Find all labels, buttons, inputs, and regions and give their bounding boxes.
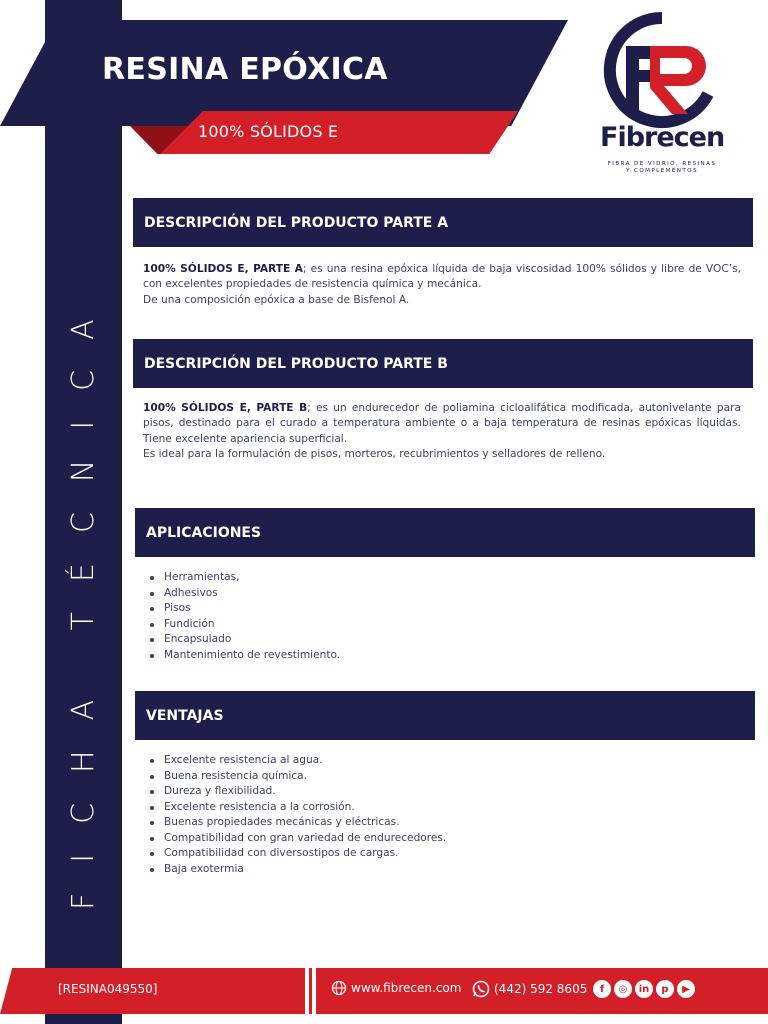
parte-b-extra: Es ideal para la formulación de pisos, morteros, recubrimientos y selladores de relleno.: [143, 448, 606, 461]
list-item: Herramientas,: [150, 570, 340, 586]
phone-text: (442) 592 8605: [494, 982, 588, 996]
linkedin-icon[interactable]: in: [635, 980, 653, 998]
list-item: Pisos: [150, 601, 340, 617]
vertical-ficha-tecnica: [45, 289, 122, 930]
list-item: Excelente resistencia a la corrosión.: [150, 800, 446, 816]
whatsapp-icon: [472, 980, 490, 998]
logo-tagline: [600, 161, 724, 175]
phone-link[interactable]: [472, 980, 587, 998]
list-item: Buenas propiedades mecánicas y eléctricas.: [150, 815, 446, 831]
website-text: www.fibrecen.com: [351, 981, 462, 995]
logo-wordmark: Fibrecen: [600, 122, 725, 153]
facebook-icon[interactable]: f: [593, 980, 611, 998]
pinterest-icon[interactable]: p: [656, 980, 674, 998]
youtube-icon[interactable]: ▶: [677, 980, 695, 998]
aplicaciones-list: [150, 570, 340, 663]
description-parte-a: [143, 262, 741, 308]
list-item: Compatibilidad con gran variedad de endurecedores.: [150, 831, 446, 847]
section-header-parte-a: DESCRIPCIÓN DEL PRODUCTO PARTE A: [133, 198, 753, 247]
list-item: Adhesivos: [150, 586, 340, 602]
parte-a-body: ; es una resina epóxica líquida de baja viscosidad 100% sólidos y libre de VOC’s, con excelentes propiedades de resistencia química y mecánica.: [143, 263, 741, 291]
footer-divider-strip: [309, 968, 312, 1014]
section-header-ventajas: VENTAJAS: [135, 691, 755, 740]
list-item: Buena resistencia química.: [150, 769, 446, 785]
social-icons: [593, 980, 695, 998]
section-header-aplicaciones: APLICACIONES: [135, 508, 755, 557]
vertical-text-label: FICHA TÉCNICA: [66, 289, 101, 910]
list-item: Fundición: [150, 617, 340, 633]
parte-b-body: ; es un endurecedor de poliamina cicloalifática modificada, autonivelante para pisos, destinado para el curado a temperatura ambiente o a baja temperatura de resinas epóxicas líquidas. Tiene excelente apariencia superficial.: [143, 402, 741, 445]
list-item: Baja exotermia: [150, 862, 446, 878]
section-header-parte-b: DESCRIPCIÓN DEL PRODUCTO PARTE B: [133, 339, 753, 388]
website-link[interactable]: [331, 980, 461, 996]
product-code: [RESINA049550]: [58, 982, 158, 996]
description-parte-b: [143, 401, 741, 463]
page-subtitle: 100% SÓLIDOS E: [198, 122, 339, 141]
instagram-icon[interactable]: ◎: [614, 980, 632, 998]
list-item: Encapsulado: [150, 632, 340, 648]
parte-a-extra: De una composición epóxica a base de Bisfenol A.: [143, 293, 410, 306]
logo-tagline-line2: Y COMPLEMENTOS: [626, 168, 698, 174]
list-item: Dureza y flexibilidad.: [150, 784, 446, 800]
ventajas-list: [150, 753, 446, 877]
parte-b-lead: 100% SÓLIDOS E, PARTE B: [143, 402, 308, 414]
list-item: Compatibilidad con diversostipos de cargas.: [150, 846, 446, 862]
page-title: RESINA EPÓXICA: [102, 52, 388, 87]
list-item: Excelente resistencia al agua.: [150, 753, 446, 769]
list-item: Mantenimiento de revestimiento.: [150, 648, 340, 664]
fibrecen-logo-icon: [598, 10, 726, 180]
logo-tagline-line1: FIBRA DE VIDRIO, RESINAS: [607, 161, 717, 167]
globe-icon: [331, 980, 347, 996]
parte-a-lead: 100% SÓLIDOS E, PARTE A: [143, 263, 303, 275]
